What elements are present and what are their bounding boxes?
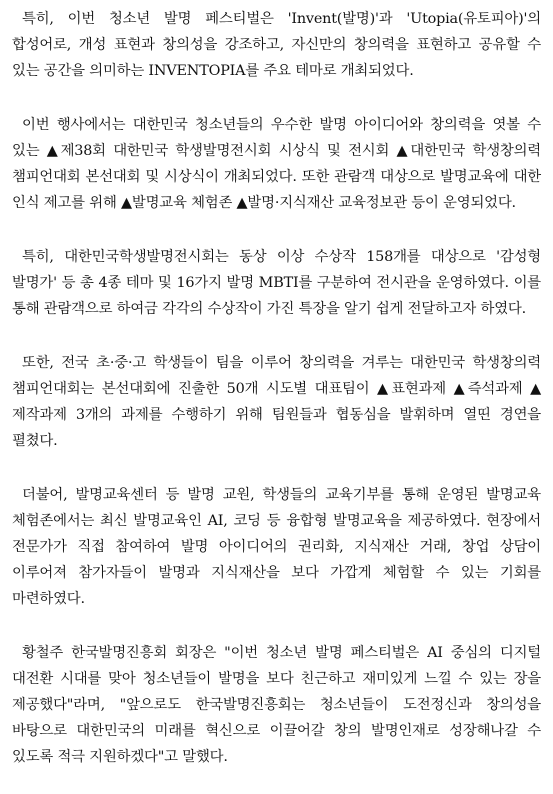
paragraph-festival-theme: 특히, 이번 청소년 발명 페스티벌은 'Invent(발명)'과 'Utopia(유토피아)'의 합성어로, 개성 표현과 창의성을 강조하고, 자신만의 창의력을 표현하고 공유할 수 있는 공간을 의미하는 INVENTOPIA를 주요 테마로 개최되었다. (12, 11, 541, 79)
paragraph-event-programs: 이번 행사에서는 대한민국 청소년들의 우수한 발명 아이디어와 창의력을 엿볼 수 있는 ▲제38회 대한민국 학생발명전시회 시상식 및 전시회 ▲대한민국 학생창의력 챔피언대회 본선대회 및 시상식이 개최되었다. 또한 관람객 대상으로 발명교육에 대한 인식 제고를 위해 ▲발명교육 체험존 ▲발명·지식재산 교육정보관 등이 운영되었다. (12, 117, 541, 211)
paragraph-chairman-quote: 황철주 한국발명진흥회 회장은 "이번 청소년 발명 페스티벌은 AI 중심의 디지털 대전환 시대를 맞아 청소년들이 발명을 보다 친근하고 재미있게 느낄 수 있는 장을 제공했다"라며, "앞으로도 한국발명진흥회는 청소년들이 도전정신과 창의성을 바탕으로 대한민국의 미래를 혁신으로 이끌어갈 창의 발명인재로 성장해나갈 수 있도록 적극 지원하겠다"고 말했다. (12, 645, 541, 765)
paragraph-education-zone: 더불어, 발명교육센터 등 발명 교원, 학생들의 교육기부를 통해 운영된 발명교육 체험존에서는 최신 발명교육인 AI, 코딩 등 융합형 발명교육을 제공하였다. 현장에서 전문가가 직접 참여하여 발명 아이디어의 권리화, 지식재산 거래, 창업 상담이 이루어져 참가자들이 발명과 지식재산을 보다 가깝게 체험할 수 있는 기회를 마련하였다. (12, 487, 541, 607)
paragraph-champion-contest: 또한, 전국 초·중·고 학생들이 팀을 이루어 창의력을 겨루는 대한민국 학생창의력 챔피언대회는 본선대회에 진출한 50개 시도별 대표팀이 ▲표현과제 ▲즉석과제 ▲제작과제 3개의 과제를 수행하기 위해 팀원들과 협동심을 발휘하며 열띤 경연을 펼쳤다. (12, 355, 541, 449)
paragraph-exhibition: 특히, 대한민국학생발명전시회는 동상 이상 수상작 158개를 대상으로 '감성형 발명가' 등 총 4종 테마 및 16가지 발명 MBTI를 구분하여 전시관을 운영하였다. 이를 통해 관람객으로 하여금 각각의 수상작이 가진 특장을 알기 쉽게 전달하고자 하였다. (12, 249, 541, 317)
